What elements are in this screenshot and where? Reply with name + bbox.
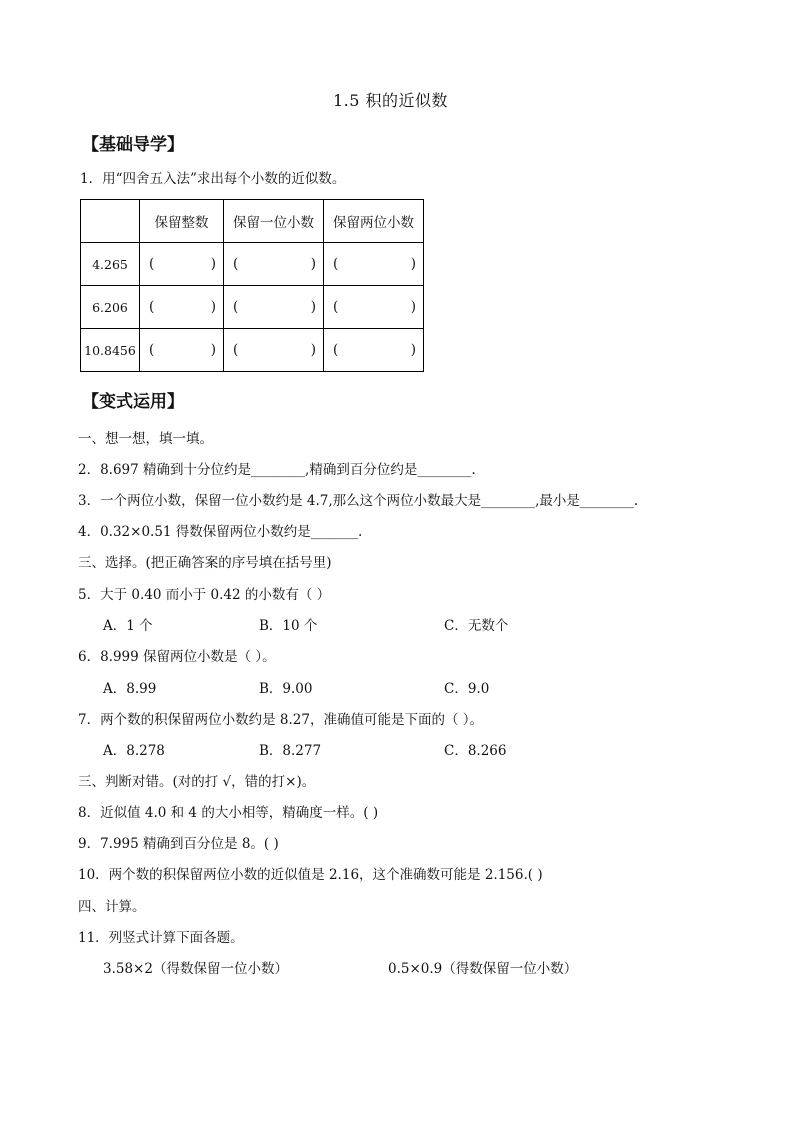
page-title: 1.5 积的近似数 bbox=[333, 91, 449, 110]
part-fill-in-heading: 一、想一想，填一填。 bbox=[78, 431, 213, 447]
option-a[interactable]: A．8.278 bbox=[103, 743, 165, 759]
question-6: 6．8.999 保留两位小数是（ ）。 bbox=[78, 649, 276, 665]
question-8: 8．近似值 4.0 和 4 的大小相等，精确度一样。( ) bbox=[78, 805, 379, 821]
option-c[interactable]: C．8.266 bbox=[444, 743, 507, 759]
table-header-cell: 保留整数 bbox=[140, 200, 224, 243]
open-paren: ( bbox=[149, 342, 155, 358]
question-1: 1．用“四舍五入法”求出每个小数的近似数。 bbox=[80, 171, 346, 187]
answer-cell[interactable] bbox=[224, 243, 324, 286]
close-paren: ) bbox=[310, 299, 316, 315]
question-4: 4．0.32×0.51 得数保留两位小数约是_______. bbox=[78, 524, 363, 540]
part-judge-heading: 三、判断对错。(对的打 √，错的打×)。 bbox=[78, 774, 316, 790]
open-paren: ( bbox=[149, 256, 155, 272]
question-2: 2．8.697 精确到十分位约是________,精确到百分位约是________. bbox=[78, 462, 476, 478]
option-b[interactable]: B．9.00 bbox=[259, 681, 313, 697]
close-paren: ) bbox=[310, 256, 316, 272]
answer-cell[interactable] bbox=[224, 329, 324, 372]
close-paren: ) bbox=[410, 299, 416, 315]
table-header-cell bbox=[81, 200, 140, 243]
answer-cell[interactable] bbox=[140, 286, 224, 329]
answer-cell[interactable] bbox=[324, 286, 424, 329]
answer-cell[interactable] bbox=[224, 286, 324, 329]
open-paren: ( bbox=[233, 256, 239, 272]
option-a[interactable]: A．1 个 bbox=[103, 618, 153, 634]
question-5: 5．大于 0.40 而小于 0.42 的小数有（ ） bbox=[78, 587, 331, 603]
row-label: 4.265 bbox=[81, 243, 140, 286]
approximation-table bbox=[80, 199, 424, 372]
table-header-cell: 保留两位小数 bbox=[324, 200, 424, 243]
table-row bbox=[81, 329, 424, 372]
open-paren: ( bbox=[233, 299, 239, 315]
option-a[interactable]: A．8.99 bbox=[103, 681, 157, 697]
table-header-cell: 保留一位小数 bbox=[224, 200, 324, 243]
section-variant-heading: 【变式运用】 bbox=[82, 392, 184, 412]
part-calc-heading: 四、计算。 bbox=[78, 899, 146, 915]
row-label: 10.8456 bbox=[81, 329, 140, 372]
option-c[interactable]: C．无数个 bbox=[444, 618, 509, 634]
question-10: 10．两个数的积保留两位小数的近似值是 2.16，这个准确数可能是 2.156.( ) bbox=[78, 867, 543, 883]
row-label: 6.206 bbox=[81, 286, 140, 329]
table-row bbox=[81, 286, 424, 329]
open-paren: ( bbox=[333, 299, 339, 315]
question-3: 3．一个两位小数，保留一位小数约是 4.7,那么这个两位小数最大是________,最小是________. bbox=[78, 493, 639, 509]
answer-cell[interactable] bbox=[324, 243, 424, 286]
close-paren: ) bbox=[410, 256, 416, 272]
part-choice-heading: 三、选择。(把正确答案的序号填在括号里) bbox=[78, 555, 332, 571]
close-paren: ) bbox=[210, 299, 216, 315]
open-paren: ( bbox=[233, 342, 239, 358]
table-row bbox=[81, 243, 424, 286]
close-paren: ) bbox=[410, 342, 416, 358]
open-paren: ( bbox=[333, 342, 339, 358]
answer-cell[interactable] bbox=[324, 329, 424, 372]
answer-cell[interactable] bbox=[140, 329, 224, 372]
open-paren: ( bbox=[333, 256, 339, 272]
answer-cell[interactable] bbox=[140, 243, 224, 286]
option-c[interactable]: C．9.0 bbox=[444, 681, 490, 697]
calc-item-2: 0.5×0.9（得数保留一位小数） bbox=[388, 961, 578, 977]
option-b[interactable]: B．10 个 bbox=[259, 618, 318, 634]
close-paren: ) bbox=[310, 342, 316, 358]
close-paren: ) bbox=[210, 256, 216, 272]
option-b[interactable]: B．8.277 bbox=[259, 743, 322, 759]
calc-item-1: 3.58×2（得数保留一位小数） bbox=[103, 961, 288, 977]
question-11: 11．列竖式计算下面各题。 bbox=[78, 930, 244, 946]
section-basic-heading: 【基础导学】 bbox=[82, 135, 184, 155]
question-7: 7．两个数的积保留两位小数约是 8.27，准确值可能是下面的（ ）。 bbox=[78, 712, 483, 728]
close-paren: ) bbox=[210, 342, 216, 358]
question-9: 9．7.995 精确到百分位是 8。( ) bbox=[78, 836, 279, 852]
table-header-row bbox=[81, 200, 424, 243]
open-paren: ( bbox=[149, 299, 155, 315]
